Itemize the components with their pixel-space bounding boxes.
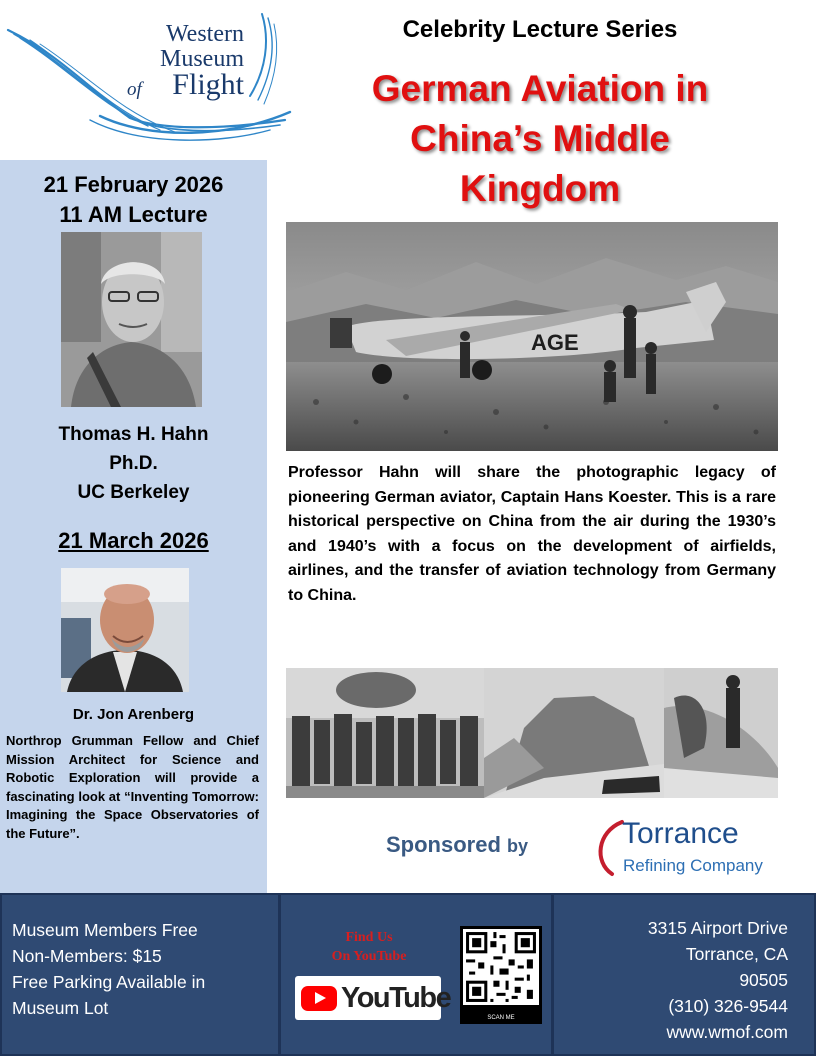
sponsored-word: Sponsored <box>386 832 501 857</box>
address-zip: 90505 <box>739 970 788 990</box>
sponsor-name: Torrance <box>622 817 739 850</box>
title-line-1: German Aviation in <box>371 68 709 109</box>
pilot-aircraft-photo <box>664 668 778 798</box>
website-link[interactable]: www.wmof.com <box>666 1022 788 1042</box>
logo-word-flight: Flight <box>172 68 244 101</box>
admission-line-2: Non-Members: $15 <box>12 946 162 966</box>
lecture1-date-block <box>0 170 267 230</box>
lecture1-date: 21 February 2026 <box>43 172 224 197</box>
youtube-logo-button[interactable] <box>295 976 451 1020</box>
admission-line-3: Free Parking Available in <box>12 972 206 992</box>
speaker1-name-block <box>0 420 267 507</box>
footer-contact-panel <box>554 895 814 1054</box>
speaker1-degree: Ph.D. <box>109 453 158 474</box>
speaker2-portrait <box>61 568 189 692</box>
mountain-wing-photo <box>484 668 664 798</box>
find-us-line-1: Find Us <box>345 930 393 945</box>
footer <box>0 893 816 1056</box>
admission-line-1: Museum Members Free <box>12 920 198 940</box>
sponsor-subname: Refining Company <box>623 856 763 875</box>
logo-word-museum: Museum <box>160 46 244 72</box>
lecture-series-heading: Celebrity Lecture Series <box>402 16 678 43</box>
title-line-3: Kingdom <box>459 168 621 209</box>
youtube-wordmark: YouTube <box>341 982 451 1014</box>
historic-aircraft-photo <box>286 222 778 451</box>
speaker1-affiliation: UC Berkeley <box>77 482 190 503</box>
address-city: Torrance, CA <box>685 944 788 964</box>
wing-swoosh-icon <box>0 0 300 150</box>
speaker1-portrait <box>61 232 202 407</box>
contact-info <box>548 915 788 1045</box>
logo-word-western: Western <box>165 21 244 47</box>
admission-line-4: Museum Lot <box>12 998 109 1018</box>
lecture-description: Professor Hahn will share the photographic legacy of pioneering German aviator, Captain Hans Koester. This is a rare historical perspective on China from the air during the 1930’s and 1940’s with a focus on the development of airfields, airlines, and the transfer of aviation technology from Germany to China. <box>288 464 776 604</box>
aircraft-marking: AGE <box>531 330 579 355</box>
find-us-youtube-label <box>309 928 429 966</box>
event-title <box>290 64 790 214</box>
youtube-play-icon <box>301 986 337 1011</box>
sponsored-by-word: by <box>507 836 529 856</box>
crowd-photo <box>286 668 484 798</box>
title-line-2: China’s Middle <box>410 118 670 159</box>
address-street: 3315 Airport Drive <box>647 918 788 938</box>
logo-word-of: of <box>127 79 142 100</box>
lecture1-time: 11 AM Lecture <box>59 202 208 227</box>
qr-code[interactable] <box>460 926 542 1024</box>
speaker2-bio: Northrop Grumman Fellow and Chief Mission Architect for Science and Robotic Exploration will provide a fascinating look at “Inventing Tomorrow: Imagining the Space Observatories of the Future”. <box>6 733 259 841</box>
lecture-sidebar <box>0 160 267 893</box>
sponsored-by-label <box>386 832 528 858</box>
phone-number: (310) 326-9544 <box>668 996 788 1016</box>
find-us-line-2: On YouTube <box>331 949 407 964</box>
footer-admission-panel <box>2 895 278 1054</box>
qr-code-icon <box>463 929 539 1005</box>
lecture2-date: 21 March 2026 <box>58 528 209 553</box>
speaker2-name: Dr. Jon Arenberg <box>72 706 195 723</box>
admission-info <box>12 917 272 1021</box>
speaker1-name: Thomas H. Hahn <box>58 424 209 445</box>
museum-logo <box>0 0 300 150</box>
qr-scan-label: SCAN ME <box>487 1015 515 1021</box>
